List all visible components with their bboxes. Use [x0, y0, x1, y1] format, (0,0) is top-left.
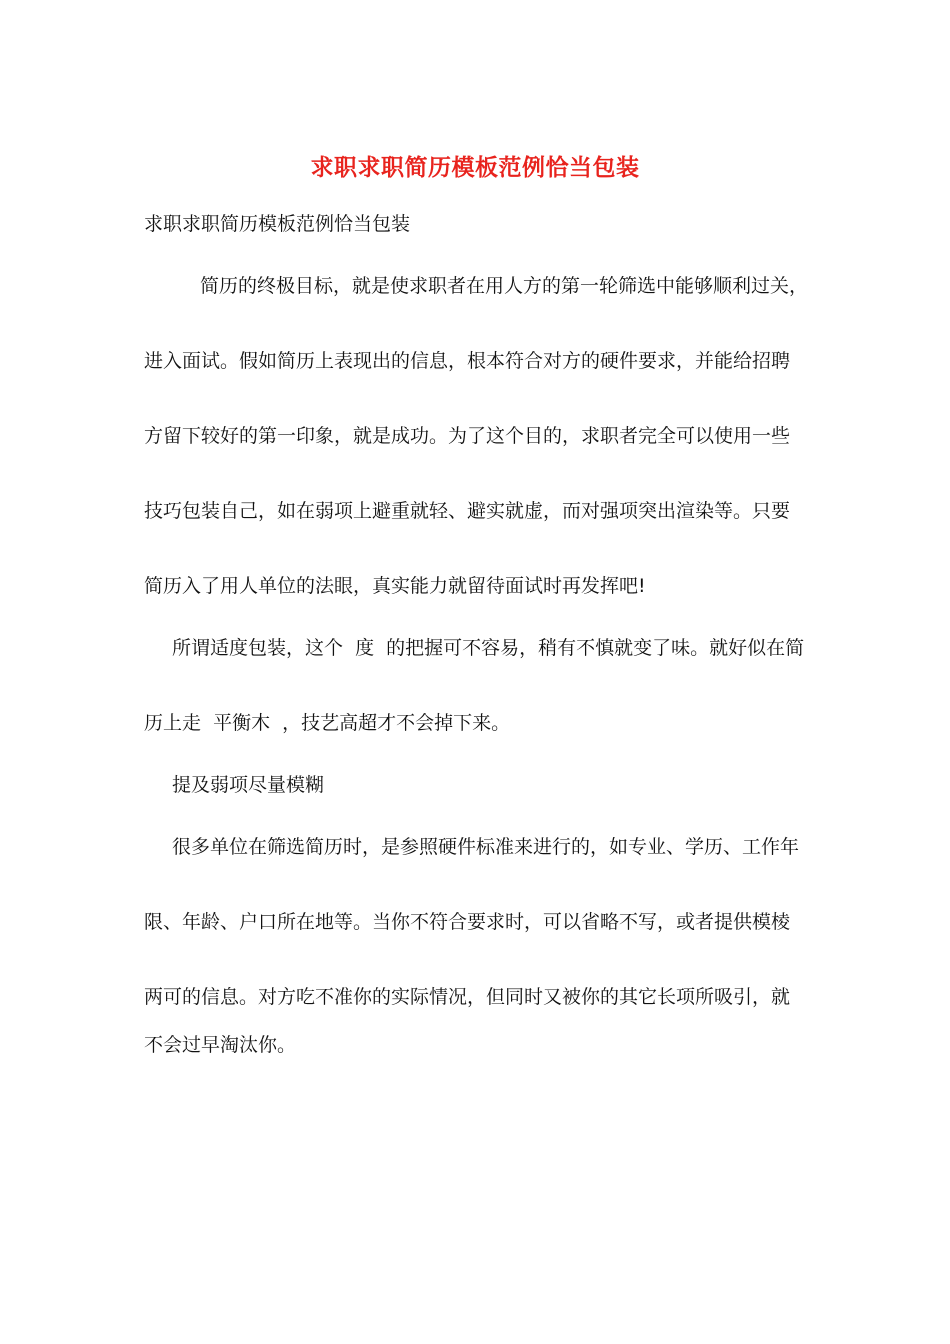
paragraph-2-line-1: 所谓适度包装，这个 度 的把握可不容易，稍有不慎就变了味。就好似在简 [172, 637, 805, 659]
section-heading: 提及弱项尽量模糊 [172, 774, 325, 796]
document-title: 求职求职简历模板范例恰当包装 [310, 155, 640, 181]
paragraph-1-line-3: 方留下较好的第一印象，就是成功。为了这个目的，求职者完全可以使用一些 [144, 425, 791, 447]
paragraph-3-line-2: 限、年龄、户口所在地等。当你不符合要求时，可以省略不写，或者提供模棱 [144, 911, 791, 933]
paragraph-1-line-5: 简历入了用人单位的法眼，真实能力就留待面试时再发挥吧! [144, 575, 646, 597]
paragraph-1-line-2: 进入面试。假如简历上表现出的信息，根本符合对方的硬件要求，并能给招聘 [144, 350, 791, 372]
paragraph-1-line-4: 技巧包装自己，如在弱项上避重就轻、避实就虚，而对强项突出渲染等。只要 [144, 500, 791, 522]
document-subtitle: 求职求职简历模板范例恰当包装 [144, 213, 411, 235]
paragraph-2-line-2: 历上走 平衡木 ，技艺高超才不会掉下来。 [144, 712, 511, 734]
paragraph-3-line-4: 不会过早淘汰你。 [144, 1034, 297, 1056]
paragraph-1-line-1: 简历的终极目标，就是使求职者在用人方的第一轮筛选中能够顺利过关， [200, 275, 809, 297]
paragraph-3-line-3: 两可的信息。对方吃不准你的实际情况，但同时又被你的其它长项所吸引，就 [144, 986, 791, 1008]
paragraph-3-line-1: 很多单位在筛选简历时，是参照硬件标准来进行的，如专业、学历、工作年 [172, 836, 800, 858]
